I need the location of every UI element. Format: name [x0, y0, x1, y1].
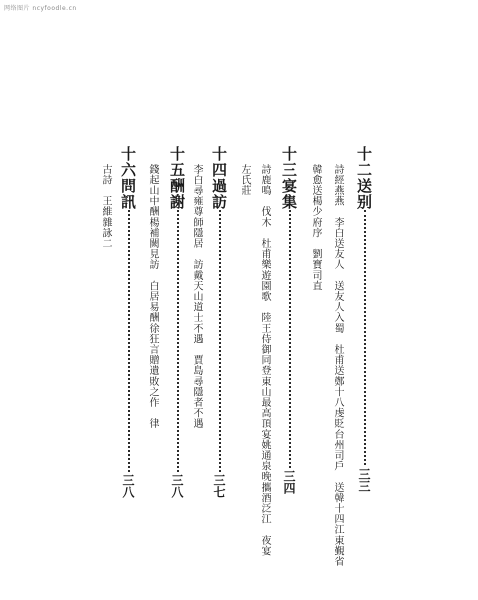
entry-line: 詩鹿鳴 伐木 杜甫樂遊園歌 陸王侍御同登東山最高頂宴姚通泉晚攜酒泛江 夜宴 — [259, 164, 270, 557]
entry-line: 古詩 王維雜詠二 — [100, 164, 111, 249]
leader-dots — [289, 210, 291, 468]
page-number: 三八 — [121, 474, 135, 498]
page-number: 三八 — [170, 474, 184, 498]
page-number: 三三 — [357, 468, 371, 492]
entry-line: 錢起山中酬楊補闕見訪 白居易酬徐狂言贈遺敗之作 律 — [147, 164, 158, 429]
section-heading: 十四過訪 — [210, 146, 228, 210]
page-number: 三七 — [212, 474, 226, 498]
leader-dots — [364, 210, 366, 465]
entry-line: 李白尋雍尊師隱居 訪戴天山道士不遇 賈島尋隱者不遇 — [191, 164, 202, 429]
entry-line: 左氏莊 — [239, 164, 250, 196]
leader-dots — [128, 210, 130, 472]
watermark-text: 网络图片 ncyfoodle.cn — [4, 5, 77, 12]
page-number: 三四 — [282, 470, 296, 494]
leader-dots — [177, 210, 179, 472]
section-heading: 十五酬謝 — [168, 146, 186, 210]
section-heading: 十三宴集 — [280, 146, 298, 210]
section-heading: 十六問訊 — [119, 146, 137, 210]
entry-line: 韓愈送楊少府序 劉寶司直 — [310, 164, 321, 292]
leader-dots — [219, 210, 221, 472]
section-heading: 十二送别 — [355, 146, 373, 210]
entry-line: 詩經燕燕 李白送友人 送友人入蜀 杜甫送鄭十八虔貶台州司戶 送韓十四江東覲省 — [332, 164, 343, 567]
